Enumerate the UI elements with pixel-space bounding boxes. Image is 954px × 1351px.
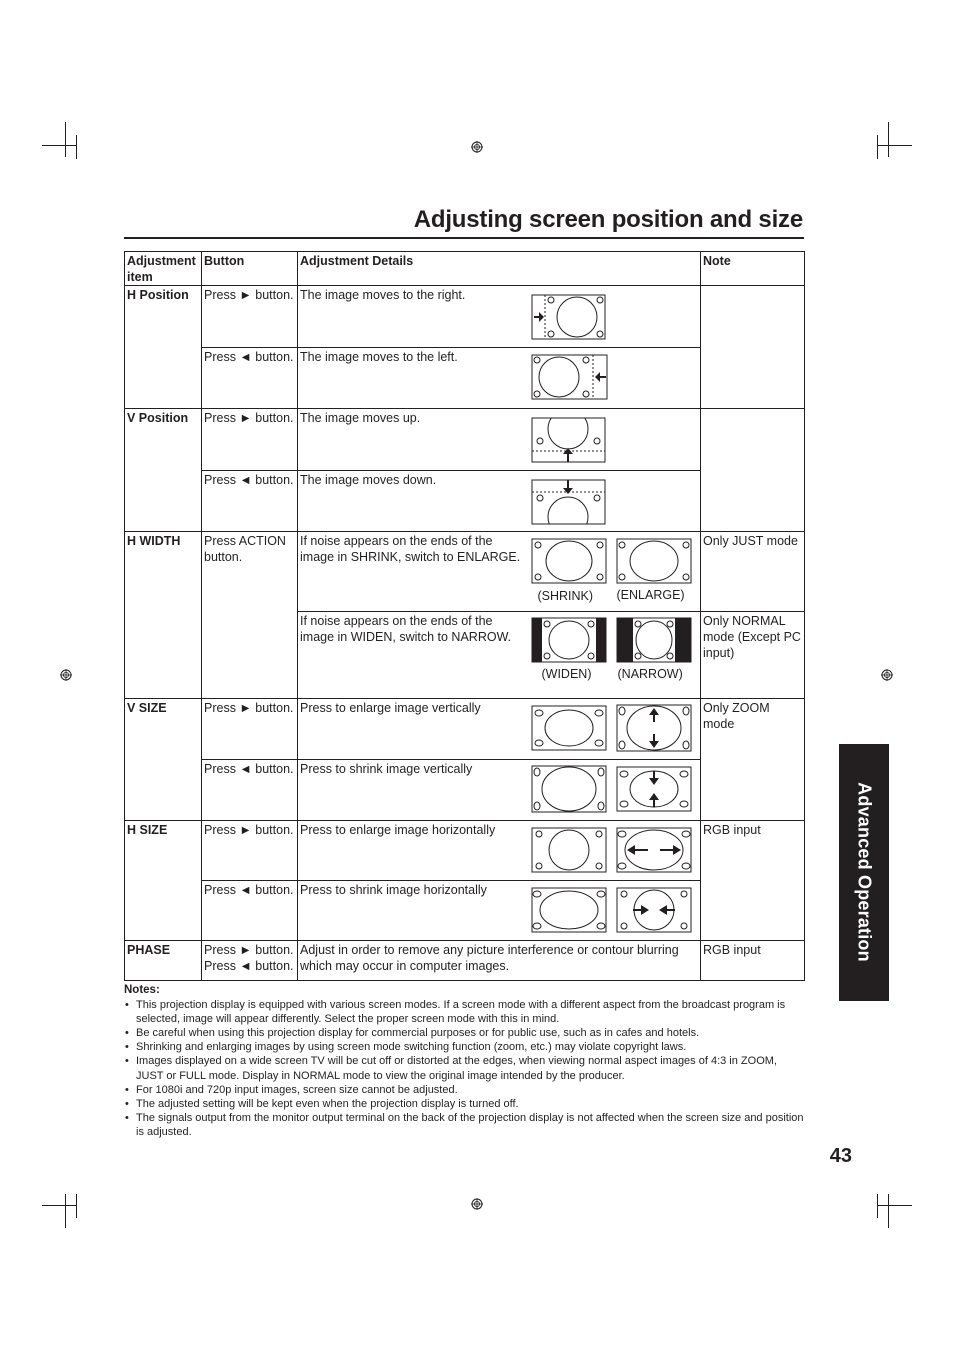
registration-mark-right bbox=[881, 669, 893, 681]
h-size-shrink-diagram bbox=[616, 885, 694, 935]
details-cell: Press to shrink image horizontally bbox=[298, 881, 525, 941]
button-cell: Press ◄ button. bbox=[202, 881, 298, 941]
details-cell: The image moves to the right. bbox=[298, 286, 525, 348]
v-size-before-diagram bbox=[531, 763, 609, 815]
note-cell: Only ZOOM mode bbox=[701, 699, 805, 821]
narrow-caption: (NARROW) bbox=[617, 667, 683, 682]
h-size-before-diagram bbox=[531, 885, 609, 935]
header-adjustment-details: Adjustment Details bbox=[298, 252, 701, 286]
details-cell: The image moves to the left. bbox=[298, 348, 525, 409]
button-cell: Press ► button. bbox=[202, 821, 298, 881]
note-cell bbox=[701, 286, 805, 409]
item-h-size: H SIZE bbox=[125, 821, 202, 941]
table-row bbox=[125, 941, 805, 981]
button-cell: Press ► button. bbox=[202, 286, 298, 348]
diagram-cell bbox=[525, 821, 701, 881]
details-cell: Press to enlarge image horizontally bbox=[298, 821, 525, 881]
button-cell bbox=[202, 941, 298, 981]
details-cell: If noise appears on the ends of the image in WIDEN, switch to NARROW. bbox=[298, 612, 525, 699]
v-position-up-diagram bbox=[531, 415, 609, 465]
item-h-width: H WIDTH bbox=[125, 532, 202, 699]
note-item: • The signals output from the monitor output terminal on the back of the projection display is not affected when the screen size and position is adjusted. bbox=[124, 1111, 804, 1139]
note-cell: Only NORMAL mode (Except PC input) bbox=[701, 612, 805, 699]
button-cell: Press ► button. bbox=[202, 409, 298, 471]
diagram-cell bbox=[525, 532, 701, 612]
section-tab bbox=[839, 744, 889, 1001]
notes-title: Notes: bbox=[124, 984, 160, 996]
table-row bbox=[125, 821, 805, 881]
header-button: Button bbox=[202, 252, 298, 286]
button-right-label: Press ► button. bbox=[204, 943, 294, 958]
h-size-before-diagram bbox=[531, 825, 609, 875]
table-row bbox=[125, 699, 805, 760]
diagram-cell bbox=[525, 881, 701, 941]
title-divider bbox=[124, 237, 804, 239]
details-cell: If noise appears on the ends of the image in SHRINK, switch to ENLARGE. bbox=[298, 532, 525, 612]
details-cell: The image moves down. bbox=[298, 470, 525, 532]
details-cell: Press to enlarge image vertically bbox=[298, 699, 525, 760]
table-header-row bbox=[125, 252, 805, 286]
shrink-diagram bbox=[531, 536, 609, 586]
h-size-enlarge-diagram bbox=[616, 825, 694, 875]
section-tab-label: Advanced Operation bbox=[854, 782, 875, 962]
page-title: Adjusting screen position and size bbox=[413, 206, 803, 233]
button-cell: Press ACTION button. bbox=[202, 532, 298, 699]
registration-mark-bottom bbox=[471, 1198, 483, 1210]
button-cell: Press ◄ button. bbox=[202, 470, 298, 532]
item-v-position: V Position bbox=[125, 409, 202, 532]
diagram-cell bbox=[525, 348, 701, 409]
button-cell: Press ◄ button. bbox=[202, 760, 298, 821]
page-number: 43 bbox=[829, 1145, 852, 1167]
note-cell: RGB input bbox=[701, 821, 805, 941]
v-position-down-diagram bbox=[531, 477, 609, 527]
button-left-label: Press ◄ button. bbox=[204, 958, 294, 973]
table-row bbox=[125, 409, 805, 471]
diagram-cell bbox=[525, 760, 701, 821]
button-cell: Press ◄ button. bbox=[202, 348, 298, 409]
diagram-cell bbox=[525, 409, 701, 471]
diagram-cell bbox=[525, 286, 701, 348]
diagram-cell bbox=[525, 470, 701, 532]
notes-section bbox=[124, 983, 804, 1139]
widen-diagram bbox=[531, 615, 609, 665]
registration-mark-left bbox=[60, 669, 72, 681]
item-h-position: H Position bbox=[125, 286, 202, 409]
note-cell: RGB input bbox=[701, 941, 805, 981]
note-item: • For 1080i and 720p input images, screen size cannot be adjusted. bbox=[124, 1083, 804, 1097]
header-adjustment-item: Adjustment item bbox=[125, 252, 202, 286]
note-cell bbox=[701, 409, 805, 532]
diagram-cell bbox=[525, 612, 701, 699]
note-item: • Be careful when using this projection display for commercial purposes or for public use, such as in cafes and hotels. bbox=[124, 1026, 804, 1040]
item-v-size: V SIZE bbox=[125, 699, 202, 821]
note-item: • This projection display is equipped with various screen modes. If a screen mode with a different aspect from the broadcast program is selected, image will appear differently. Select the proper screen mode with this in mind. bbox=[124, 998, 804, 1026]
note-item: • Shrinking and enlarging images by using screen mode switching function (zoom, etc.) may violate copyright laws. bbox=[124, 1040, 804, 1054]
h-position-left-diagram bbox=[531, 352, 611, 402]
registration-mark-top bbox=[471, 141, 483, 153]
shrink-caption: (SHRINK) bbox=[537, 589, 594, 604]
v-size-enlarge-diagram bbox=[616, 702, 694, 754]
enlarge-caption: (ENLARGE) bbox=[616, 588, 685, 603]
note-item: • The adjusted setting will be kept even when the projection display is turned off. bbox=[124, 1097, 804, 1111]
table-row bbox=[125, 532, 805, 612]
narrow-diagram bbox=[616, 615, 694, 665]
details-cell: The image moves up. bbox=[298, 409, 525, 471]
enlarge-diagram bbox=[616, 536, 694, 586]
notes-list bbox=[124, 998, 804, 1139]
note-item: • Images displayed on a wide screen TV will be cut off or distorted at the edges, when viewing normal aspect images of 4:3 in ZOOM, JUST or FULL mode. Display in NORMAL mode to view the original image intended by the producer. bbox=[124, 1054, 804, 1082]
item-phase: PHASE bbox=[125, 941, 202, 981]
h-position-right-diagram bbox=[531, 292, 609, 342]
button-cell: Press ► button. bbox=[202, 699, 298, 760]
adjustment-table bbox=[124, 251, 805, 981]
v-size-shrink-diagram bbox=[616, 764, 694, 814]
details-cell: Adjust in order to remove any picture interference or contour blurring which may occur in computer images. bbox=[298, 941, 701, 981]
widen-caption: (WIDEN) bbox=[541, 667, 592, 682]
header-note: Note bbox=[701, 252, 805, 286]
details-cell: Press to shrink image vertically bbox=[298, 760, 525, 821]
table-row bbox=[125, 286, 805, 348]
v-size-before-diagram bbox=[531, 703, 609, 753]
note-cell: Only JUST mode bbox=[701, 532, 805, 612]
diagram-cell bbox=[525, 699, 701, 760]
